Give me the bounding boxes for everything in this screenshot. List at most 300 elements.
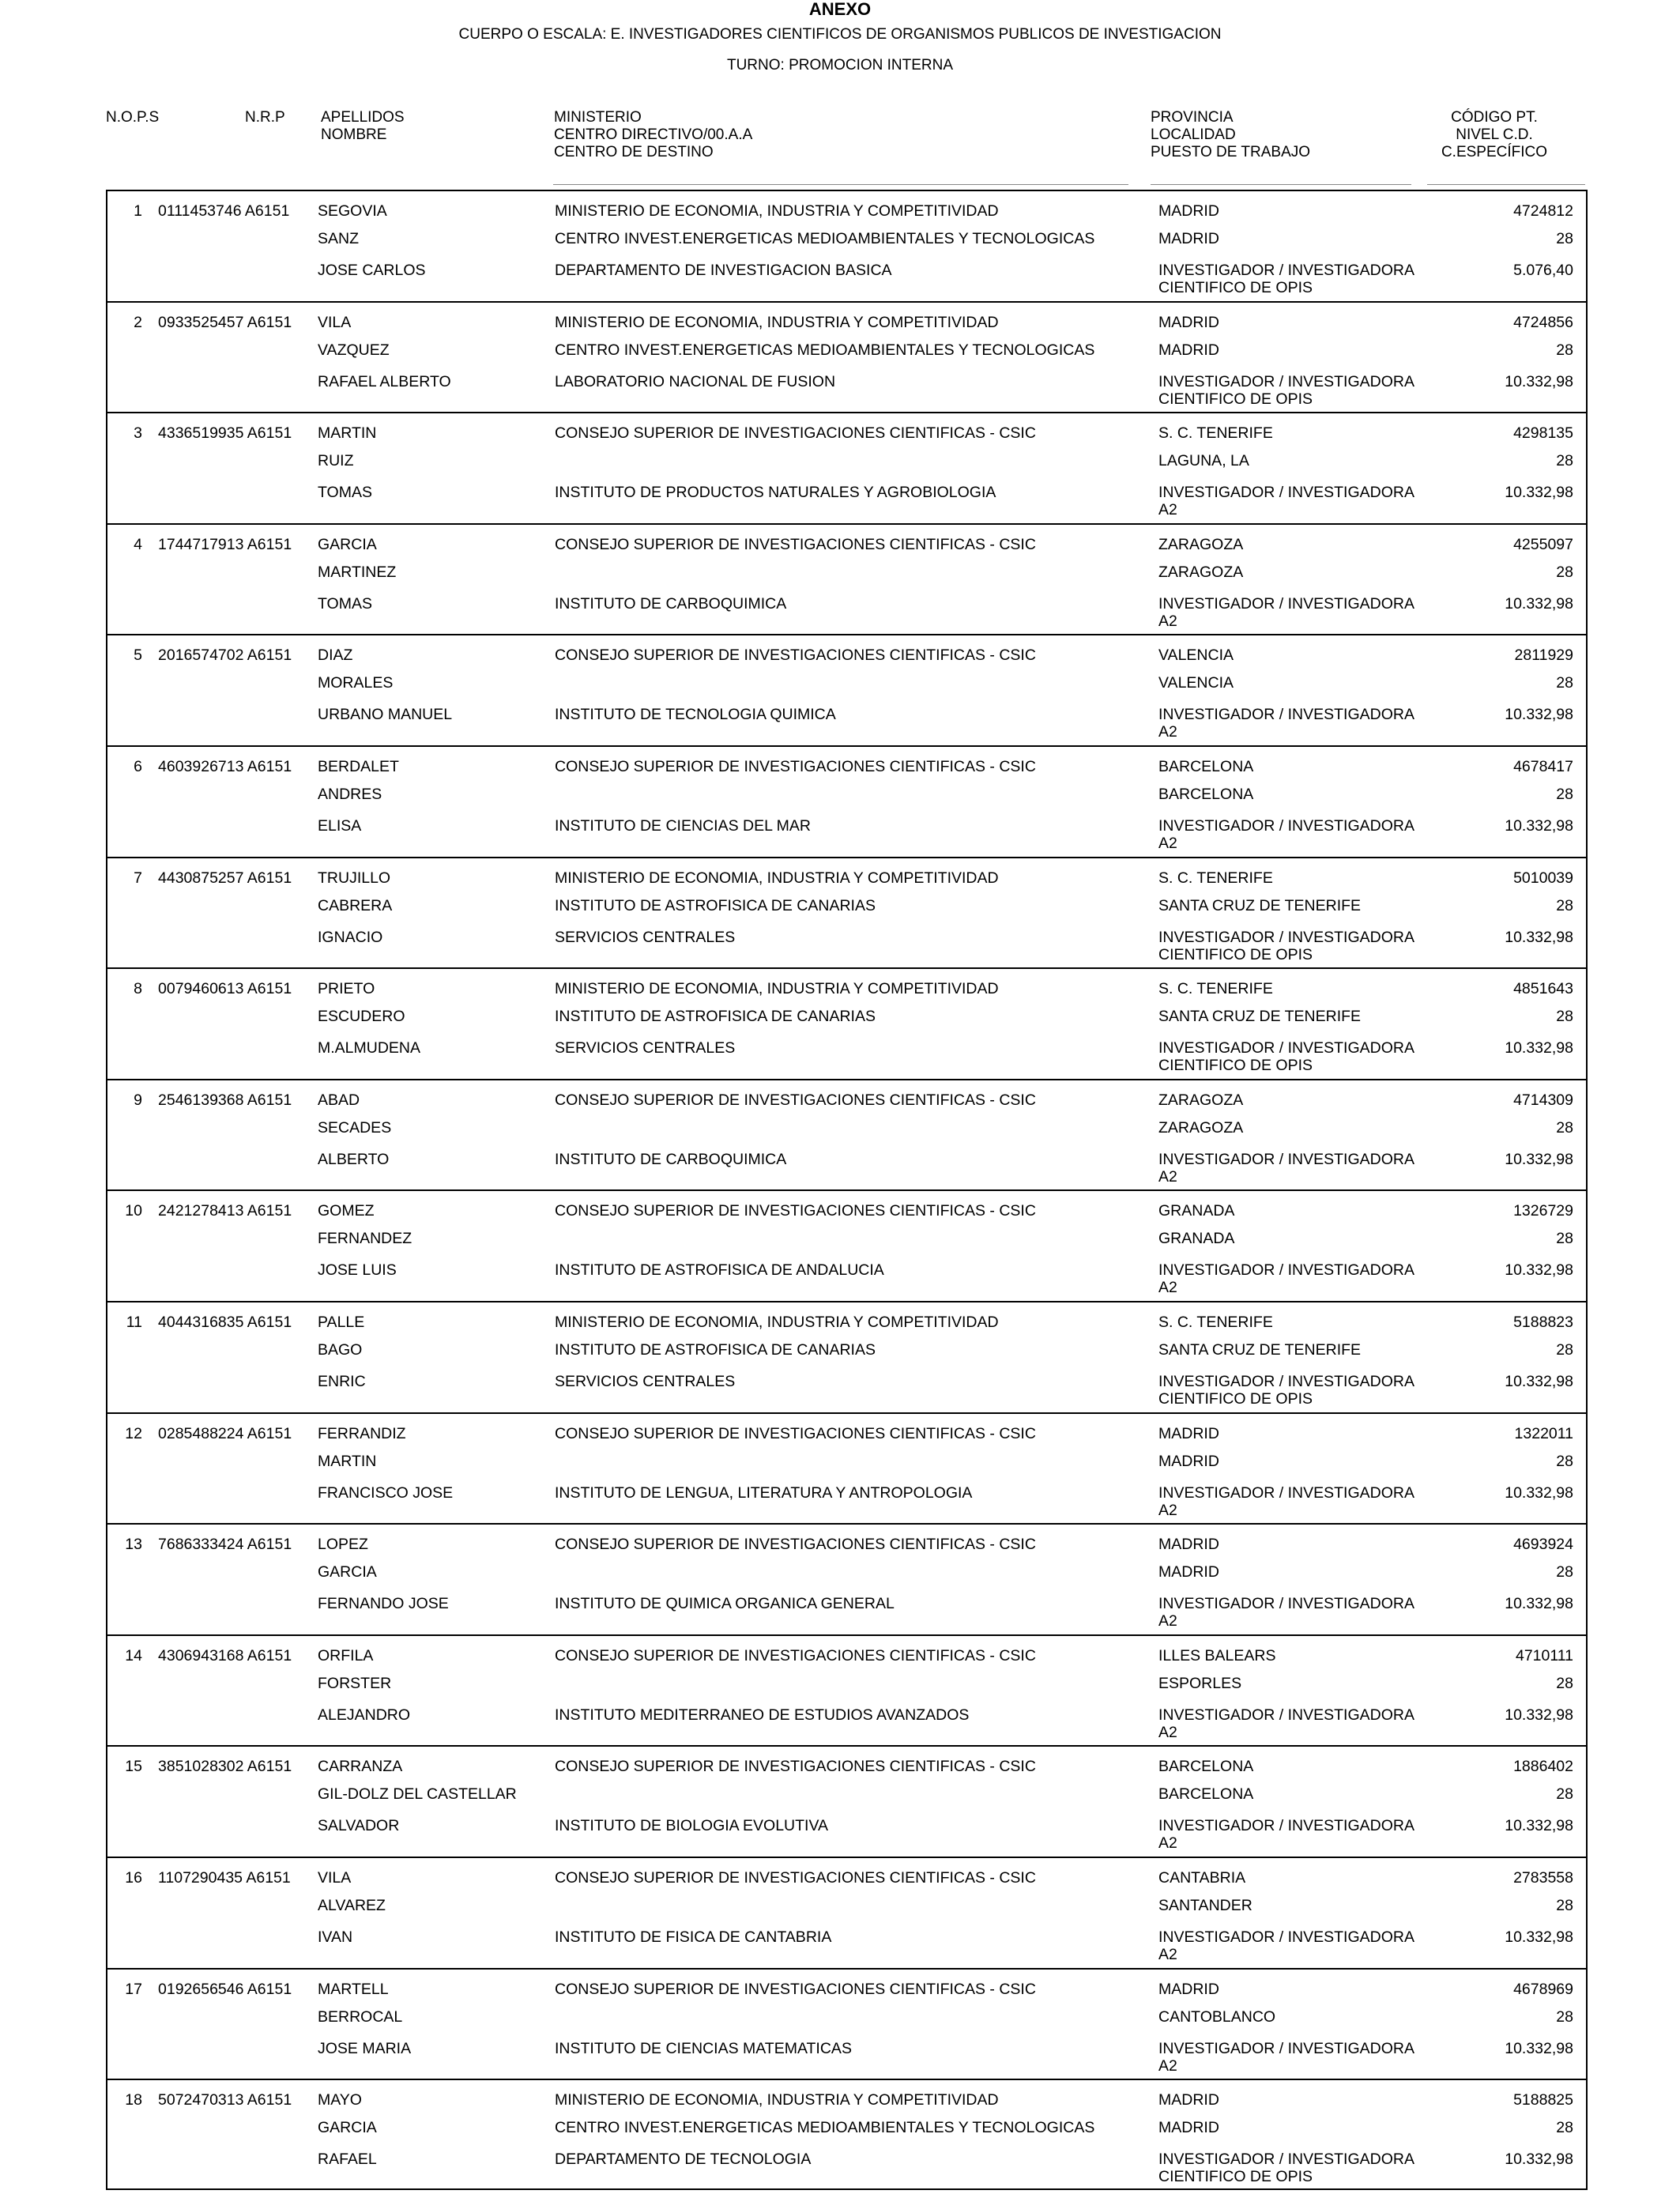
record-apellido-1: MAYO (318, 2091, 362, 2109)
record-localidad: SANTA CRUZ DE TENERIFE (1158, 1340, 1362, 1359)
record-c-especifico: 10.332,98 (1505, 372, 1573, 390)
record-nrp: 0079460613 A6151 (158, 980, 292, 998)
record-apellido-2: MORALES (318, 674, 394, 692)
record-codigo-pt: 4255097 (1513, 535, 1573, 553)
record-apellido-2: CABRERA (318, 896, 393, 914)
record-number: 4 (134, 535, 142, 553)
record-nivel-cd: 28 (1556, 563, 1573, 581)
record-puesto-trabajo (1158, 706, 1414, 741)
record-puesto-line-1: INVESTIGADOR / INVESTIGADORA (1158, 1372, 1414, 1390)
record-c-especifico: 10.332,98 (1505, 1706, 1573, 1724)
record-apellido-1: ORFILA (318, 1646, 374, 1664)
record-apellido-1: PALLE (318, 1313, 365, 1331)
record-row (107, 1747, 1586, 1858)
record-localidad: VALENCIA (1158, 674, 1234, 692)
record-centro-destino: LABORATORIO NACIONAL DE FUSION (555, 372, 836, 390)
record-ministerio: CONSEJO SUPERIOR DE INVESTIGACIONES CIENTIFICAS - CSIC (555, 1980, 1036, 1998)
record-nombre: M.ALMUDENA (318, 1039, 421, 1057)
record-nivel-cd: 28 (1556, 230, 1573, 247)
record-puesto-line-2: A2 (1158, 1723, 1177, 1741)
record-ministerio: CONSEJO SUPERIOR DE INVESTIGACIONES CIENTIFICAS - CSIC (555, 424, 1036, 443)
record-c-especifico: 5.076,40 (1513, 262, 1573, 279)
record-localidad: CANTOBLANCO (1158, 2007, 1276, 2026)
record-apellido-2: GIL-DOLZ DEL CASTELLAR (318, 1785, 517, 1804)
record-puesto-line-1: INVESTIGADOR / INVESTIGADORA (1158, 2151, 1414, 2169)
record-localidad: SANTA CRUZ DE TENERIFE (1158, 896, 1362, 914)
record-nombre: RAFAEL (318, 2151, 377, 2169)
record-puesto-line-2: A2 (1158, 723, 1177, 741)
col-header-provincia: PROVINCIA LOCALIDAD PUESTO DE TRABAJO (1151, 109, 1311, 160)
record-localidad: ESPORLES (1158, 1674, 1242, 1692)
record-nrp: 2421278413 A6151 (158, 1202, 292, 1220)
record-row (107, 1636, 1586, 1747)
record-nivel-cd: 28 (1556, 2007, 1573, 2026)
record-number: 6 (134, 757, 142, 775)
record-localidad: ZARAGOZA (1158, 563, 1244, 581)
record-puesto-line-2: A2 (1158, 1834, 1177, 1853)
record-localidad: ZARAGOZA (1158, 1118, 1244, 1137)
record-nrp: 4306943168 A6151 (158, 1646, 292, 1664)
record-puesto-line-1: INVESTIGADOR / INVESTIGADORA (1158, 1817, 1414, 1835)
record-nombre: JOSE LUIS (318, 1261, 397, 1280)
record-apellido-2: VAZQUEZ (318, 341, 390, 359)
record-centro-destino: INSTITUTO DE QUIMICA ORGANICA GENERAL (555, 1595, 895, 1613)
record-centro-destino: INSTITUTO DE LENGUA, LITERATURA Y ANTROPOLOGIA (555, 1483, 973, 1502)
record-row (107, 1414, 1586, 1525)
record-codigo-pt: 1326729 (1513, 1202, 1573, 1220)
record-puesto-line-1: INVESTIGADOR / INVESTIGADORA (1158, 1039, 1414, 1057)
record-row (107, 1302, 1586, 1414)
record-localidad: BARCELONA (1158, 1785, 1254, 1804)
record-nombre: SALVADOR (318, 1817, 400, 1835)
record-centro-destino: DEPARTAMENTO DE TECNOLOGIA (555, 2151, 812, 2169)
record-codigo-pt: 4678417 (1513, 757, 1573, 775)
record-number: 7 (134, 869, 142, 887)
record-apellido-1: VILA (318, 313, 352, 331)
record-puesto-line-2: A2 (1158, 612, 1177, 630)
record-centro-directivo: INSTITUTO DE ASTROFISICA DE CANARIAS (555, 896, 876, 914)
record-nrp: 4044316835 A6151 (158, 1313, 292, 1331)
record-puesto-line-1: INVESTIGADOR / INVESTIGADORA (1158, 1595, 1414, 1613)
record-apellido-1: BERDALET (318, 757, 399, 775)
record-codigo-pt: 1322011 (1514, 1424, 1573, 1442)
record-nivel-cd: 28 (1556, 1563, 1573, 1581)
record-puesto-line-1: INVESTIGADOR / INVESTIGADORA (1158, 1261, 1414, 1280)
record-nombre: ALEJANDRO (318, 1706, 411, 1724)
record-localidad: MADRID (1158, 2119, 1219, 2137)
record-codigo-pt: 5188823 (1513, 1313, 1573, 1331)
record-centro-destino: INSTITUTO DE TECNOLOGIA QUIMICA (555, 706, 836, 724)
record-centro-destino: INSTITUTO DE CARBOQUIMICA (555, 594, 787, 613)
record-centro-destino: SERVICIOS CENTRALES (555, 1372, 736, 1390)
record-localidad: MADRID (1158, 1563, 1219, 1581)
record-nivel-cd: 28 (1556, 452, 1573, 470)
record-number: 1 (134, 202, 142, 220)
record-centro-directivo: INSTITUTO DE ASTROFISICA DE CANARIAS (555, 1008, 876, 1026)
record-number: 14 (125, 1646, 142, 1664)
record-nrp: 0933525457 A6151 (158, 313, 292, 331)
record-puesto-line-1: INVESTIGADOR / INVESTIGADORA (1158, 816, 1414, 835)
record-c-especifico: 10.332,98 (1505, 1483, 1573, 1502)
record-row (107, 635, 1586, 747)
record-puesto-trabajo (1158, 262, 1414, 296)
record-nrp: 3851028302 A6151 (158, 1758, 292, 1776)
record-ministerio: MINISTERIO DE ECONOMIA, INDUSTRIA Y COMPETITIVIDAD (555, 313, 999, 331)
record-provincia: S. C. TENERIFE (1158, 869, 1273, 887)
record-number: 3 (134, 424, 142, 443)
record-apellido-1: ABAD (318, 1091, 360, 1109)
record-nivel-cd: 28 (1556, 1452, 1573, 1470)
record-puesto-trabajo (1158, 817, 1414, 852)
record-provincia: GRANADA (1158, 1202, 1235, 1220)
record-c-especifico: 10.332,98 (1505, 594, 1573, 613)
record-nombre: ENRIC (318, 1372, 366, 1390)
record-apellido-1: GOMEZ (318, 1202, 375, 1220)
record-row (107, 969, 1586, 1080)
record-nombre: ALBERTO (318, 1150, 390, 1168)
record-c-especifico: 10.332,98 (1505, 928, 1573, 946)
record-puesto-line-1: INVESTIGADOR / INVESTIGADORA (1158, 1483, 1414, 1502)
record-nombre: TOMAS (318, 484, 372, 502)
record-nivel-cd: 28 (1556, 1118, 1573, 1137)
record-codigo-pt: 4851643 (1513, 980, 1573, 998)
record-centro-destino: INSTITUTO DE CIENCIAS MATEMATICAS (555, 2039, 852, 2057)
record-number: 15 (125, 1758, 142, 1776)
record-puesto-line-2: CIENTIFICO DE OPIS (1158, 945, 1313, 963)
record-number: 17 (125, 1980, 142, 1998)
record-ministerio: CONSEJO SUPERIOR DE INVESTIGACIONES CIENTIFICAS - CSIC (555, 1091, 1036, 1109)
record-row (107, 525, 1586, 636)
record-codigo-pt: 4714309 (1513, 1091, 1573, 1109)
record-nivel-cd: 28 (1556, 674, 1573, 692)
record-number: 16 (125, 1868, 142, 1887)
record-provincia: BARCELONA (1158, 757, 1254, 775)
record-ministerio: CONSEJO SUPERIOR DE INVESTIGACIONES CIENTIFICAS - CSIC (555, 1646, 1036, 1664)
record-apellido-1: SEGOVIA (318, 202, 387, 220)
record-puesto-line-2: A2 (1158, 2056, 1177, 2075)
record-apellido-2: MARTINEZ (318, 563, 397, 581)
record-apellido-2: GARCIA (318, 2119, 377, 2137)
record-puesto-trabajo (1158, 595, 1414, 630)
record-nivel-cd: 28 (1556, 341, 1573, 359)
col-header-codigo: CÓDIGO PT. NIVEL C.D. C.ESPECÍFICO (1441, 109, 1548, 160)
record-apellido-2: GARCIA (318, 1563, 377, 1581)
record-ministerio: CONSEJO SUPERIOR DE INVESTIGACIONES CIENTIFICAS - CSIC (555, 1536, 1036, 1554)
record-puesto-line-2: CIENTIFICO DE OPIS (1158, 1057, 1313, 1075)
record-codigo-pt: 5188825 (1513, 2091, 1573, 2109)
record-codigo-pt: 5010039 (1513, 869, 1573, 887)
record-ministerio: CONSEJO SUPERIOR DE INVESTIGACIONES CIENTIFICAS - CSIC (555, 1202, 1036, 1220)
record-ministerio: CONSEJO SUPERIOR DE INVESTIGACIONES CIENTIFICAS - CSIC (555, 1758, 1036, 1776)
record-puesto-line-2: A2 (1158, 1167, 1177, 1186)
record-puesto-line-1: INVESTIGADOR / INVESTIGADORA (1158, 1928, 1414, 1946)
record-row (107, 858, 1586, 970)
record-puesto-trabajo (1158, 929, 1414, 963)
record-nombre: TOMAS (318, 594, 372, 613)
record-number: 2 (134, 313, 142, 331)
record-nrp: 4336519935 A6151 (158, 424, 292, 443)
record-nombre: FRANCISCO JOSE (318, 1483, 454, 1502)
record-apellido-2: SANZ (318, 230, 360, 247)
record-provincia: S. C. TENERIFE (1158, 424, 1273, 443)
record-apellido-1: FERRANDIZ (318, 1424, 406, 1442)
record-puesto-line-1: INVESTIGADOR / INVESTIGADORA (1158, 706, 1414, 724)
record-provincia: CANTABRIA (1158, 1868, 1246, 1887)
record-row (107, 1970, 1586, 2081)
record-nrp: 4603926713 A6151 (158, 757, 292, 775)
record-nrp: 0111453746 A6151 (158, 202, 290, 220)
header-rule-codigo (1427, 184, 1585, 185)
record-provincia: ZARAGOZA (1158, 535, 1244, 553)
record-nivel-cd: 28 (1556, 1785, 1573, 1804)
record-codigo-pt: 4678969 (1513, 1980, 1573, 1998)
record-nrp: 5072470313 A6151 (158, 2091, 292, 2109)
record-c-especifico: 10.332,98 (1505, 816, 1573, 835)
record-puesto-trabajo (1158, 373, 1414, 408)
record-puesto-trabajo (1158, 1039, 1414, 1074)
col-header-ministerio: MINISTERIO CENTRO DIRECTIVO/00.A.A CENTRO DE DESTINO (554, 109, 753, 160)
record-puesto-trabajo (1158, 1595, 1414, 1630)
record-provincia: MADRID (1158, 1980, 1219, 1998)
record-provincia: VALENCIA (1158, 647, 1234, 665)
record-apellido-1: GARCIA (318, 535, 377, 553)
record-codigo-pt: 4298135 (1513, 424, 1573, 443)
record-puesto-line-1: INVESTIGADOR / INVESTIGADORA (1158, 1706, 1414, 1724)
record-localidad: BARCELONA (1158, 785, 1254, 803)
record-ministerio: CONSEJO SUPERIOR DE INVESTIGACIONES CIENTIFICAS - CSIC (555, 757, 1036, 775)
record-puesto-line-2: A2 (1158, 1612, 1177, 1630)
records-table (106, 190, 1588, 2190)
record-nivel-cd: 28 (1556, 2119, 1573, 2137)
record-nombre: JOSE CARLOS (318, 262, 426, 279)
record-localidad: GRANADA (1158, 1230, 1235, 1248)
record-puesto-line-2: CIENTIFICO DE OPIS (1158, 1389, 1313, 1408)
record-centro-destino: INSTITUTO DE CIENCIAS DEL MAR (555, 816, 811, 835)
record-centro-destino: SERVICIOS CENTRALES (555, 1039, 736, 1057)
record-ministerio: CONSEJO SUPERIOR DE INVESTIGACIONES CIENTIFICAS - CSIC (555, 647, 1036, 665)
record-localidad: LAGUNA, LA (1158, 452, 1249, 470)
record-puesto-line-2: A2 (1158, 1279, 1177, 1297)
turno: TURNO: PROMOCION INTERNA (726, 57, 954, 74)
record-puesto-line-2: A2 (1158, 501, 1177, 519)
record-c-especifico: 10.332,98 (1505, 1928, 1573, 1946)
record-nombre: FERNANDO JOSE (318, 1595, 449, 1613)
record-provincia: MADRID (1158, 2091, 1219, 2109)
record-nivel-cd: 28 (1556, 1340, 1573, 1359)
record-puesto-line-2: A2 (1158, 1501, 1177, 1519)
record-provincia: MADRID (1158, 1536, 1219, 1554)
record-centro-destino: DEPARTAMENTO DE INVESTIGACION BASICA (555, 262, 892, 279)
record-puesto-trabajo (1158, 2040, 1414, 2075)
record-apellido-2: BERROCAL (318, 2007, 403, 2026)
record-nrp: 2546139368 A6151 (158, 1091, 292, 1109)
record-provincia: MADRID (1158, 202, 1219, 220)
cuerpo-escala: CUERPO O ESCALA: E. INVESTIGADORES CIENTIFICOS DE ORGANISMOS PUBLICOS DE INVESTIGACION (458, 26, 1222, 43)
record-apellido-2: BAGO (318, 1340, 363, 1359)
record-ministerio: CONSEJO SUPERIOR DE INVESTIGACIONES CIENTIFICAS - CSIC (555, 535, 1036, 553)
record-provincia: ILLES BALEARS (1158, 1646, 1276, 1664)
record-apellido-2: SECADES (318, 1118, 392, 1137)
record-nrp: 1107290435 A6151 (158, 1868, 291, 1887)
record-nivel-cd: 28 (1556, 1008, 1573, 1026)
record-number: 12 (125, 1424, 142, 1442)
record-puesto-trabajo (1158, 484, 1414, 518)
record-nivel-cd: 28 (1556, 1230, 1573, 1248)
record-nrp: 7686333424 A6151 (158, 1536, 292, 1554)
record-nrp: 2016574702 A6151 (158, 647, 292, 665)
record-centro-destino: INSTITUTO DE ASTROFISICA DE ANDALUCIA (555, 1261, 884, 1280)
record-nombre: JOSE MARIA (318, 2039, 412, 2057)
record-nombre: RAFAEL ALBERTO (318, 372, 451, 390)
record-row (107, 1080, 1586, 1192)
record-nivel-cd: 28 (1556, 1674, 1573, 1692)
record-row (107, 303, 1586, 414)
record-c-especifico: 10.332,98 (1505, 1372, 1573, 1390)
record-localidad: SANTANDER (1158, 1896, 1252, 1914)
record-ministerio: MINISTERIO DE ECONOMIA, INDUSTRIA Y COMPETITIVIDAD (555, 202, 999, 220)
record-centro-destino: INSTITUTO DE PRODUCTOS NATURALES Y AGROBIOLOGIA (555, 484, 996, 502)
record-number: 11 (126, 1313, 142, 1331)
record-row (107, 747, 1586, 858)
record-puesto-line-1: INVESTIGADOR / INVESTIGADORA (1158, 1150, 1414, 1168)
record-nrp: 1744717913 A6151 (158, 535, 292, 553)
record-number: 13 (125, 1536, 142, 1554)
record-c-especifico: 10.332,98 (1505, 706, 1573, 724)
record-nombre: ELISA (318, 816, 362, 835)
record-nivel-cd: 28 (1556, 785, 1573, 803)
record-puesto-line-2: CIENTIFICO DE OPIS (1158, 2168, 1313, 2186)
record-puesto-trabajo (1158, 1928, 1414, 1963)
record-puesto-line-1: INVESTIGADOR / INVESTIGADORA (1158, 484, 1414, 502)
header-rule-provincia (1151, 184, 1411, 185)
record-localidad: MADRID (1158, 230, 1219, 247)
record-row (107, 413, 1586, 525)
record-c-especifico: 10.332,98 (1505, 1261, 1573, 1280)
record-puesto-line-2: A2 (1158, 1945, 1177, 1963)
record-number: 8 (134, 980, 142, 998)
record-puesto-trabajo (1158, 2151, 1414, 2185)
record-c-especifico: 10.332,98 (1505, 1039, 1573, 1057)
record-puesto-trabajo (1158, 1817, 1414, 1852)
record-centro-destino: INSTITUTO DE CARBOQUIMICA (555, 1150, 787, 1168)
record-apellido-2: RUIZ (318, 452, 354, 470)
record-centro-destino: INSTITUTO MEDITERRANEO DE ESTUDIOS AVANZADOS (555, 1706, 970, 1724)
record-ministerio: MINISTERIO DE ECONOMIA, INDUSTRIA Y COMPETITIVIDAD (555, 2091, 999, 2109)
record-number: 5 (134, 647, 142, 665)
record-codigo-pt: 4724856 (1513, 313, 1573, 331)
record-apellido-1: MARTIN (318, 424, 377, 443)
record-row (107, 2080, 1586, 2192)
page-title: ANEXO (808, 0, 872, 19)
record-centro-directivo: CENTRO INVEST.ENERGETICAS MEDIOAMBIENTALES Y TECNOLOGICAS (555, 230, 1095, 247)
record-apellido-1: LOPEZ (318, 1536, 368, 1554)
record-centro-directivo: CENTRO INVEST.ENERGETICAS MEDIOAMBIENTALES Y TECNOLOGICAS (555, 341, 1095, 359)
record-nivel-cd: 28 (1556, 896, 1573, 914)
record-codigo-pt: 1886402 (1513, 1758, 1573, 1776)
record-nombre: IVAN (318, 1928, 353, 1946)
record-centro-destino: SERVICIOS CENTRALES (555, 928, 736, 946)
record-apellido-1: VILA (318, 1868, 352, 1887)
record-puesto-line-1: INVESTIGADOR / INVESTIGADORA (1158, 594, 1414, 613)
record-puesto-line-2: CIENTIFICO DE OPIS (1158, 279, 1313, 296)
record-row (107, 1858, 1586, 1970)
record-codigo-pt: 4693924 (1513, 1536, 1573, 1554)
record-apellido-1: TRUJILLO (318, 869, 391, 887)
record-provincia: BARCELONA (1158, 1758, 1254, 1776)
record-centro-directivo: CENTRO INVEST.ENERGETICAS MEDIOAMBIENTALES Y TECNOLOGICAS (555, 2119, 1095, 2137)
record-c-especifico: 10.332,98 (1505, 1817, 1573, 1835)
record-nivel-cd: 28 (1556, 1896, 1573, 1914)
record-ministerio: CONSEJO SUPERIOR DE INVESTIGACIONES CIENTIFICAS - CSIC (555, 1424, 1036, 1442)
record-ministerio: MINISTERIO DE ECONOMIA, INDUSTRIA Y COMPETITIVIDAD (555, 869, 999, 887)
record-number: 18 (125, 2091, 142, 2109)
record-provincia: ZARAGOZA (1158, 1091, 1244, 1109)
col-header-apellidos: APELLIDOS NOMBRE (321, 109, 405, 143)
record-puesto-trabajo (1158, 1484, 1414, 1519)
header-rule-ministerio (553, 184, 1128, 185)
record-localidad: MADRID (1158, 1452, 1219, 1470)
record-puesto-trabajo (1158, 1151, 1414, 1186)
record-puesto-trabajo (1158, 1261, 1414, 1296)
record-apellido-2: ESCUDERO (318, 1008, 405, 1026)
record-codigo-pt: 2811929 (1514, 647, 1573, 665)
record-provincia: S. C. TENERIFE (1158, 980, 1273, 998)
record-codigo-pt: 2783558 (1513, 1868, 1573, 1887)
record-c-especifico: 10.332,98 (1505, 2151, 1573, 2169)
record-c-especifico: 10.332,98 (1505, 2039, 1573, 2057)
record-apellido-2: FORSTER (318, 1674, 392, 1692)
record-row (107, 1191, 1586, 1302)
record-ministerio: MINISTERIO DE ECONOMIA, INDUSTRIA Y COMPETITIVIDAD (555, 1313, 999, 1331)
record-puesto-line-1: INVESTIGADOR / INVESTIGADORA (1158, 2039, 1414, 2057)
record-centro-directivo: INSTITUTO DE ASTROFISICA DE CANARIAS (555, 1340, 876, 1359)
record-ministerio: CONSEJO SUPERIOR DE INVESTIGACIONES CIENTIFICAS - CSIC (555, 1868, 1036, 1887)
record-provincia: MADRID (1158, 313, 1219, 331)
record-nombre: IGNACIO (318, 928, 383, 946)
record-centro-destino: INSTITUTO DE FISICA DE CANTABRIA (555, 1928, 832, 1946)
record-apellido-1: PRIETO (318, 980, 375, 998)
record-nrp: 4430875257 A6151 (158, 869, 292, 887)
record-puesto-line-2: A2 (1158, 834, 1177, 852)
record-localidad: MADRID (1158, 341, 1219, 359)
record-ministerio: MINISTERIO DE ECONOMIA, INDUSTRIA Y COMPETITIVIDAD (555, 980, 999, 998)
record-nrp: 0285488224 A6151 (158, 1424, 292, 1442)
record-puesto-line-1: INVESTIGADOR / INVESTIGADORA (1158, 262, 1414, 279)
col-header-nops: N.O.P.S (106, 109, 160, 126)
record-provincia: MADRID (1158, 1424, 1219, 1442)
record-apellido-1: CARRANZA (318, 1758, 403, 1776)
record-puesto-line-1: INVESTIGADOR / INVESTIGADORA (1158, 372, 1414, 390)
record-puesto-line-1: INVESTIGADOR / INVESTIGADORA (1158, 928, 1414, 946)
record-nombre: URBANO MANUEL (318, 706, 453, 724)
record-number: 9 (134, 1091, 142, 1109)
record-codigo-pt: 4724812 (1513, 202, 1573, 220)
record-puesto-line-2: CIENTIFICO DE OPIS (1158, 390, 1313, 408)
record-number: 10 (125, 1202, 142, 1220)
record-provincia: S. C. TENERIFE (1158, 1313, 1273, 1331)
record-apellido-2: ANDRES (318, 785, 382, 803)
record-row (107, 1525, 1586, 1636)
record-localidad: SANTA CRUZ DE TENERIFE (1158, 1008, 1362, 1026)
record-apellido-2: MARTIN (318, 1452, 377, 1470)
col-header-nrp: N.R.P (245, 109, 285, 126)
record-puesto-trabajo (1158, 1373, 1414, 1408)
record-centro-destino: INSTITUTO DE BIOLOGIA EVOLUTIVA (555, 1817, 829, 1835)
record-codigo-pt: 4710111 (1515, 1646, 1573, 1664)
record-c-especifico: 10.332,98 (1505, 484, 1573, 502)
record-row (107, 191, 1586, 303)
record-apellido-1: DIAZ (318, 647, 353, 665)
